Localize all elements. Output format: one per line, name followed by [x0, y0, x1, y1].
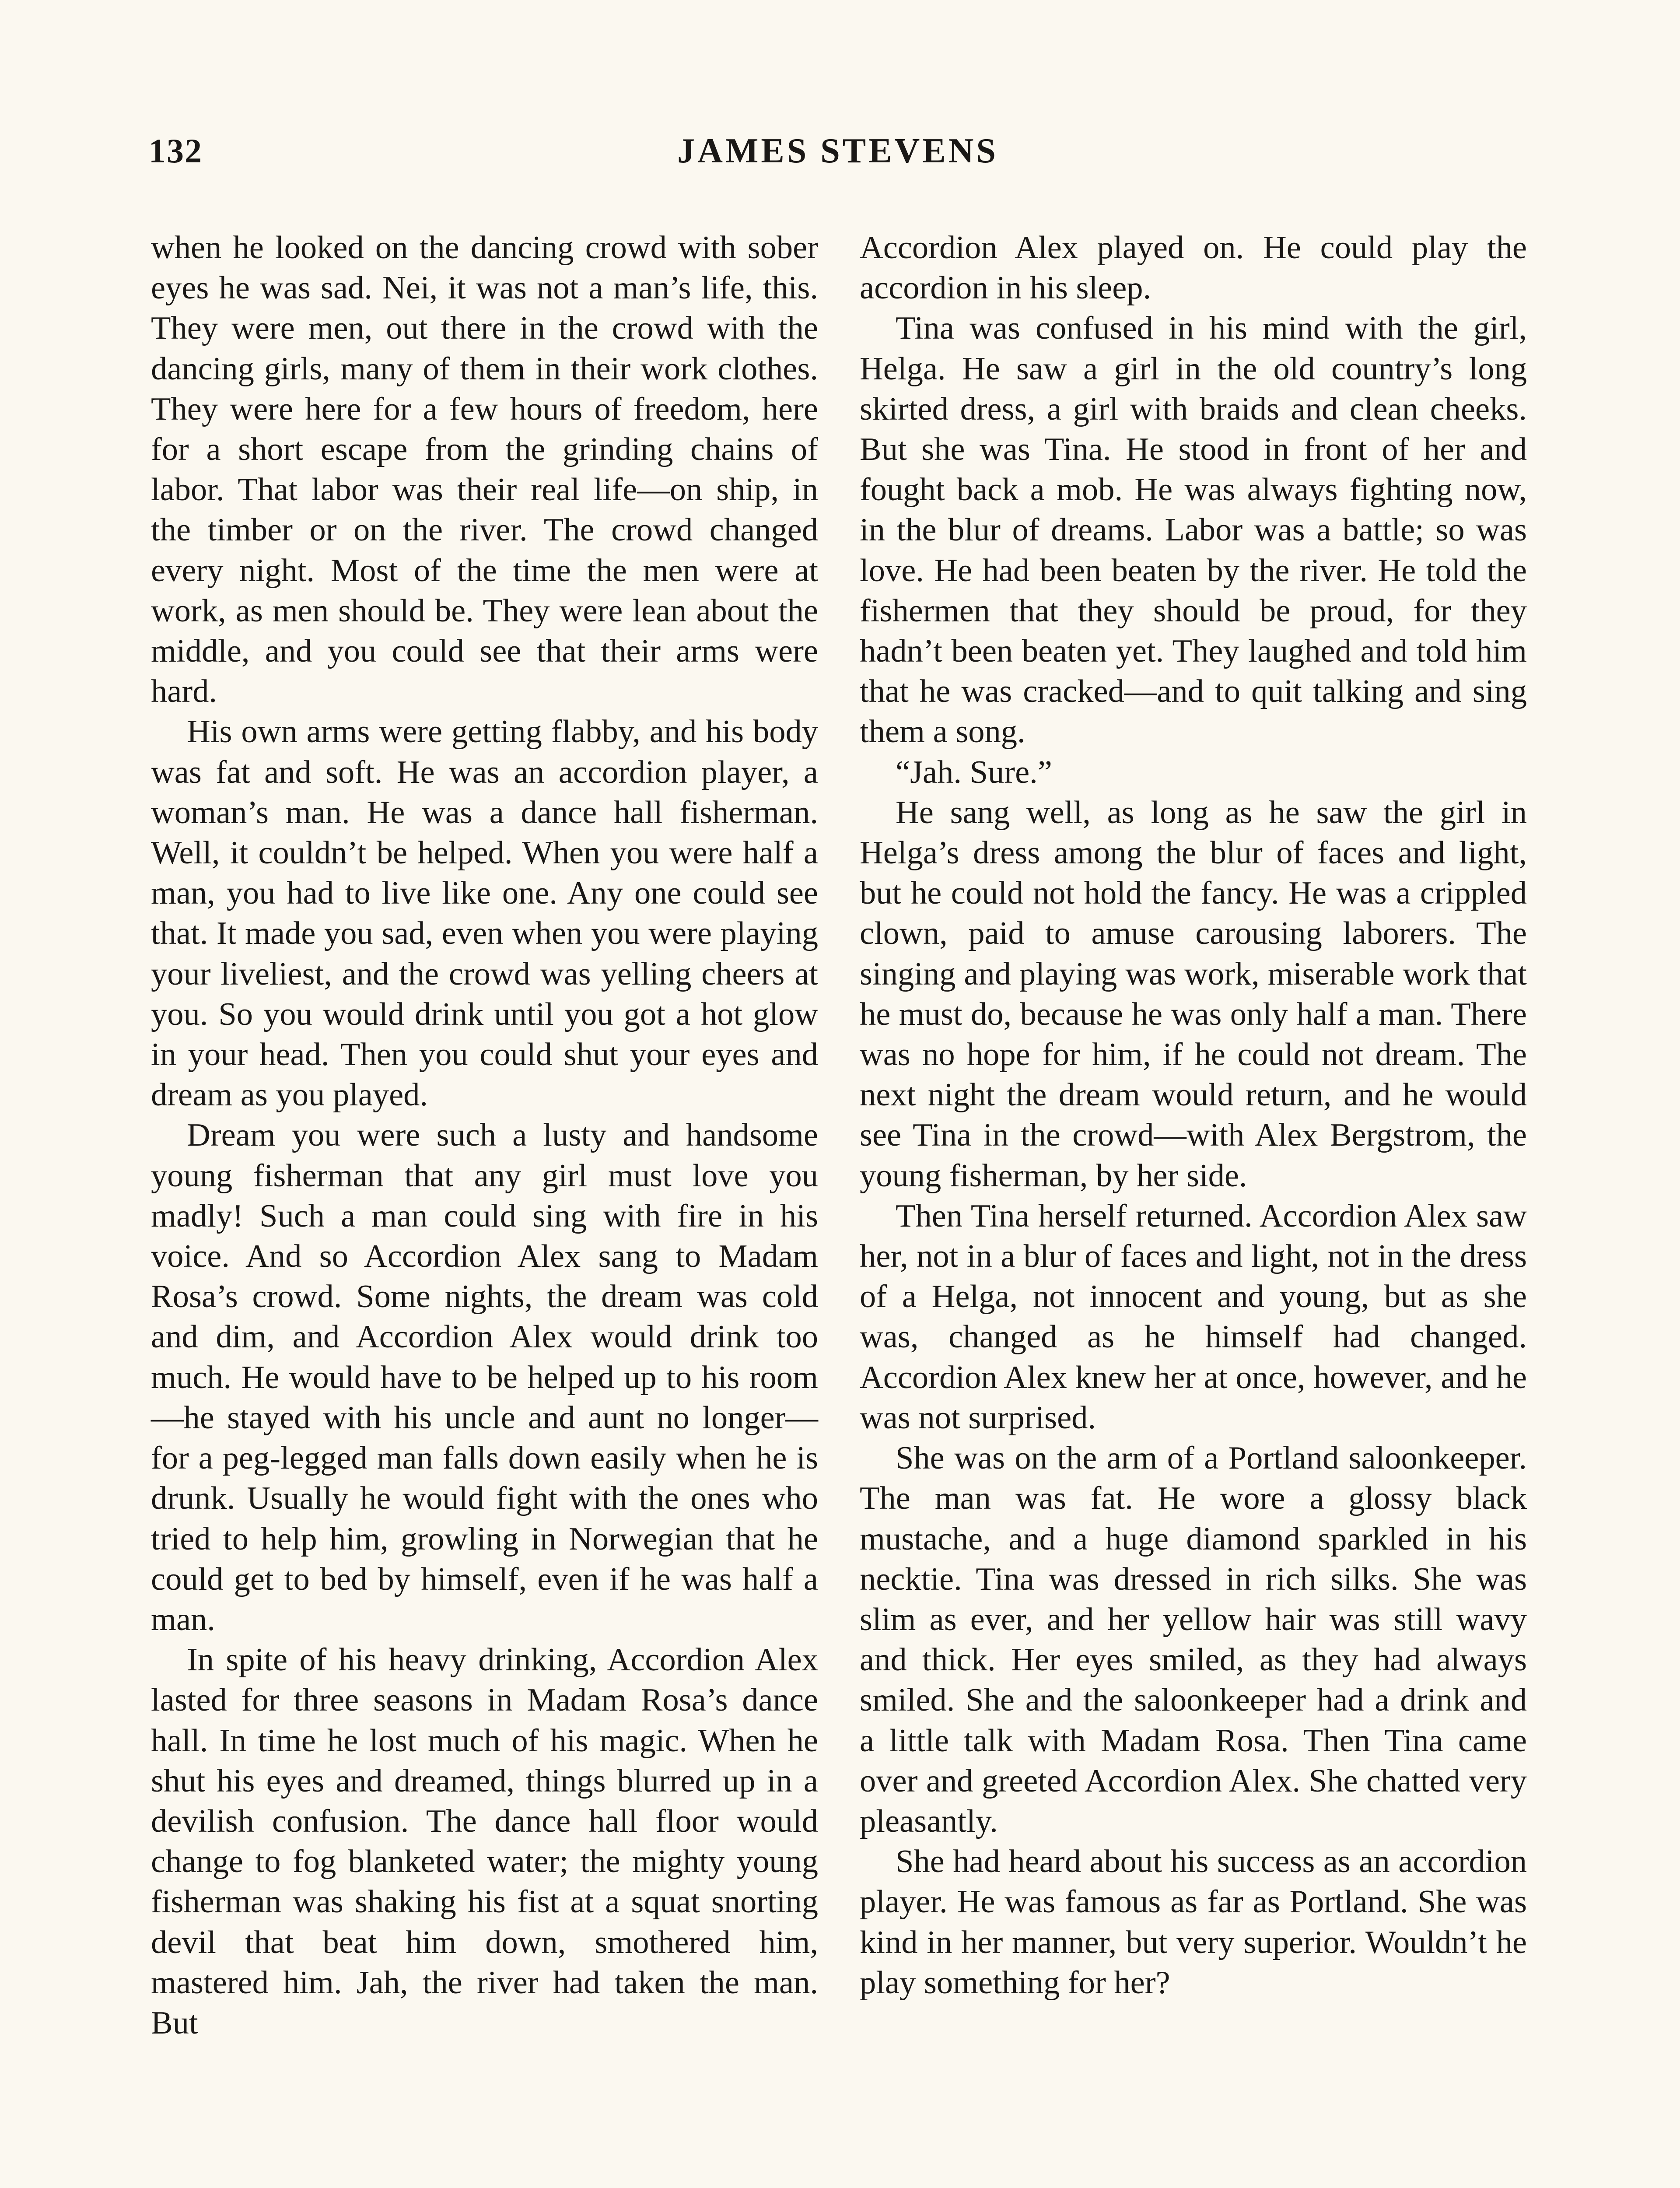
page-number: 132	[149, 132, 203, 170]
paragraph: She was on the arm of a Portland saloonkeeper. The man was fat. He wore a glossy black mustache, and a huge diamond sparkled in his necktie. Tina was dressed in rich silks. She was slim as ever, and her yellow hair was still wavy and thick. Her eyes smiled, as they had always smiled. She and the saloonkeeper had a drink and a little talk with Madam Rosa. Then Tina came over and greeted Accordion Alex. She chatted very pleasantly.	[860, 1440, 1527, 1839]
page-header	[149, 131, 1527, 184]
paragraph: His own arms were getting flabby, and his body was fat and soft. He was an accordion player, a woman’s man. He was a dance hall fisherman. Well, it couldn’t be helped. When you were half a man, you had to live like one. Any one could see that. It made you sad, even when you were playing your liveliest, and the crowd was yelling cheers at you. So you would drink until you got a hot glow in your head. Then you could shut your eyes and dream as you played.	[151, 714, 818, 1113]
paragraph: Dream you were such a lusty and handsome young fisherman that any girl must love you madly! Such a man could sing with fire in his voice. And so Accordion Alex sang to Madam Rosa’s crowd. Some nights, the dream was cold and dim, and Accordion Alex would drink too much. He would have to be helped up to his room—he stayed with his uncle and aunt no longer—for a peg-legged man falls down easily when he is drunk. Usually he would fight with the ones who tried to help him, growling in Norwegian that he could get to bed by himself, even if he was half a man.	[151, 1117, 818, 1637]
paragraph: Accordion Alex played on. He could play the accordion in his sleep.	[860, 230, 1527, 306]
paragraph: She had heard about his success as an accordion player. He was famous as far as Portland. She was kind in her manner, but very superior. Wouldn’t he play something for her?	[860, 1844, 1527, 2001]
paragraph: when he looked on the dancing crowd with sober eyes he was sad. Nei, it was not a man’s life, this. They were men, out there in the crowd with the dancing girls, many of them in their work clothes. They were here for a few hours of freedom, here for a short escape from the grinding chains of labor. That labor was their real life—on ship, in the timber or on the river. The crowd changed every night. Most of the time the men were at work, as men should be. They were lean about the middle, and you could see that their arms were hard.	[151, 230, 818, 710]
paragraph: In spite of his heavy drinking, Accordion Alex lasted for three seasons in Madam Rosa’s dance hall. In time he lost much of his magic. When he shut his eyes and dreamed, things blurred up in a devilish confusion. The dance hall floor would change to fog blanketed water; the mighty young fisherman was shaking his fist at a squat snorting devil that beat him down, smothered him, mastered him. Jah, the river had taken the man. But	[151, 1642, 818, 2041]
paragraph: “Jah. Sure.”	[896, 754, 1052, 790]
right-column	[860, 228, 1527, 2003]
paragraph: Tina was confused in his mind with the girl, Helga. He saw a girl in the old country’s long skirted dress, a girl with braids and clean cheeks. But she was Tina. He stood in front of her and fought back a mob. He was always fighting now, in the blur of dreams. Labor was a battle; so was love. He had been beaten by the river. He told the fishermen that they should be proud, for they hadn’t been beaten yet. They laughed and told him that he was cracked—and to quit talking and sing them a song.	[860, 310, 1527, 750]
left-column	[151, 228, 818, 2043]
paragraph: He sang well, as long as he saw the girl in Helga’s dress among the blur of faces and light, but he could not hold the fancy. He was a crippled clown, paid to amuse carousing laborers. The singing and playing was work, miserable work that he must do, because he was only half a man. There was no hope for him, if he could not dream. The next night the dream would return, and he would see Tina in the crowd—with Alex Bergstrom, the young fisherman, by her side.	[860, 794, 1527, 1194]
paragraph: Then Tina herself returned. Accordion Alex saw her, not in a blur of faces and light, not in the dress of a Helga, not innocent and young, but as she was, changed as he himself had changed. Accordion Alex knew her at once, however, and he was not surprised.	[860, 1198, 1527, 1436]
running-head: JAMES STEVENS	[677, 132, 998, 170]
